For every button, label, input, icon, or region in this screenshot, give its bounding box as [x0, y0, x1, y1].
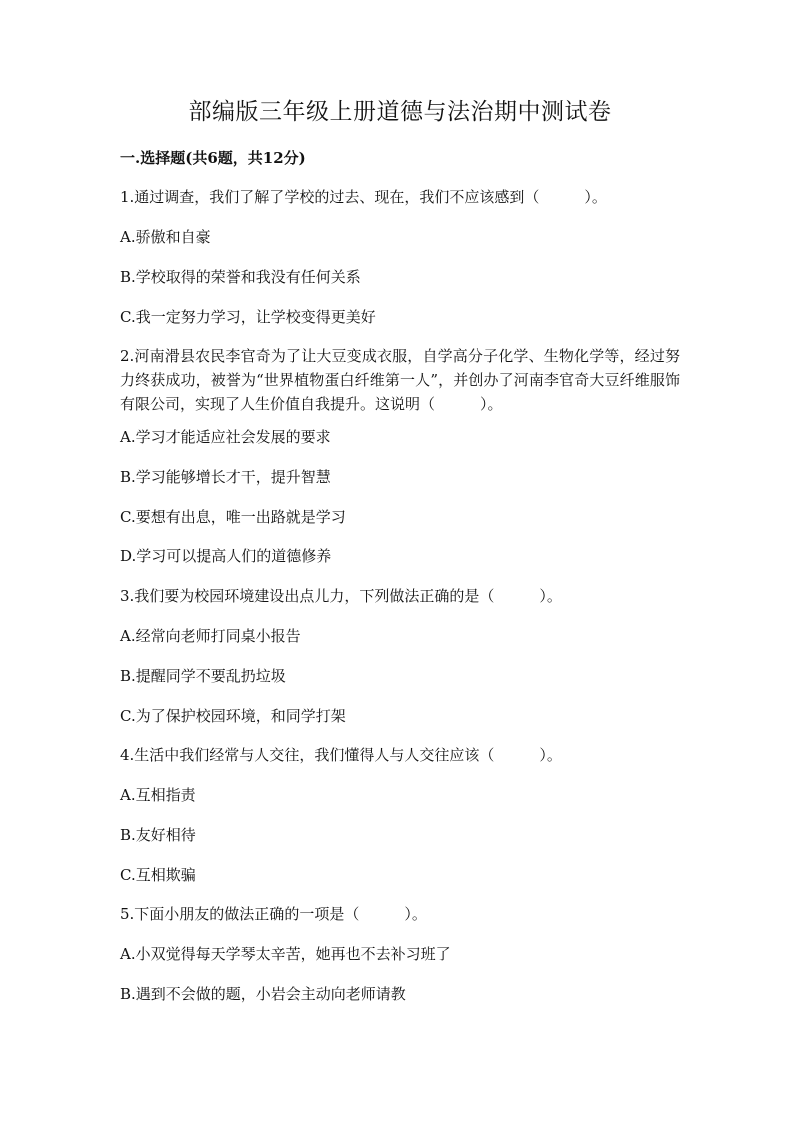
- question-4-option-a: A.互相指责: [120, 786, 196, 804]
- question-4-text: 4.生活中我们经常与人交往，我们懂得人与人交往应该（ ）。: [120, 746, 562, 764]
- question-1-option-c: C.我一定努力学习，让学校变得更美好: [120, 308, 376, 326]
- question-2-option-a: A.学习才能适应社会发展的要求: [120, 428, 331, 446]
- question-2-option-c: C.要想有出息，唯一出路就是学习: [120, 508, 346, 526]
- question-1-text: 1.通过调查，我们了解了学校的过去、现在，我们不应该感到（ ）。: [120, 188, 607, 206]
- question-4-option-b: B.友好相待: [120, 826, 196, 844]
- question-5-option-a: A.小双觉得每天学琴太辛苦，她再也不去补习班了: [120, 945, 451, 963]
- question-2-text: 2.河南滑县农民李官奇为了让大豆变成衣服，自学高分子化学、生物化学等，经过努力终获成功，被誉为“世界植物蛋白纤维第一人”，并创办了河南李官奇大豆纤维服饰有限公司，实现了人生价值自我提升。这说明（ ）。: [120, 347, 680, 413]
- section-header: 一.选择题(共6题，共12分): [120, 149, 306, 167]
- question-1-option-b: B.学校取得的荣誉和我没有任何关系: [120, 268, 361, 286]
- question-5-text: 5.下面小朋友的做法正确的一项是（ ）。: [120, 905, 427, 923]
- question-1-option-a: A.骄傲和自豪: [120, 228, 211, 246]
- question-3-option-a: A.经常向老师打同桌小报告: [120, 627, 301, 645]
- page-title: 部编版三年级上册道德与法治期中测试卷: [188, 99, 612, 125]
- question-4-option-c: C.互相欺骗: [120, 866, 196, 884]
- question-3-text: 3.我们要为校园环境建设出点儿力，下列做法正确的是（ ）。: [120, 587, 562, 605]
- question-2-option-b: B.学习能够增长才干，提升智慧: [120, 468, 331, 486]
- question-3-option-c: C.为了保护校园环境，和同学打架: [120, 707, 346, 725]
- question-3-option-b: B.提醒同学不要乱扔垃圾: [120, 667, 286, 685]
- question-2-option-d: D.学习可以提高人们的道德修养: [120, 547, 332, 565]
- question-5-option-b: B.遇到不会做的题，小岩会主动向老师请教: [120, 985, 406, 1003]
